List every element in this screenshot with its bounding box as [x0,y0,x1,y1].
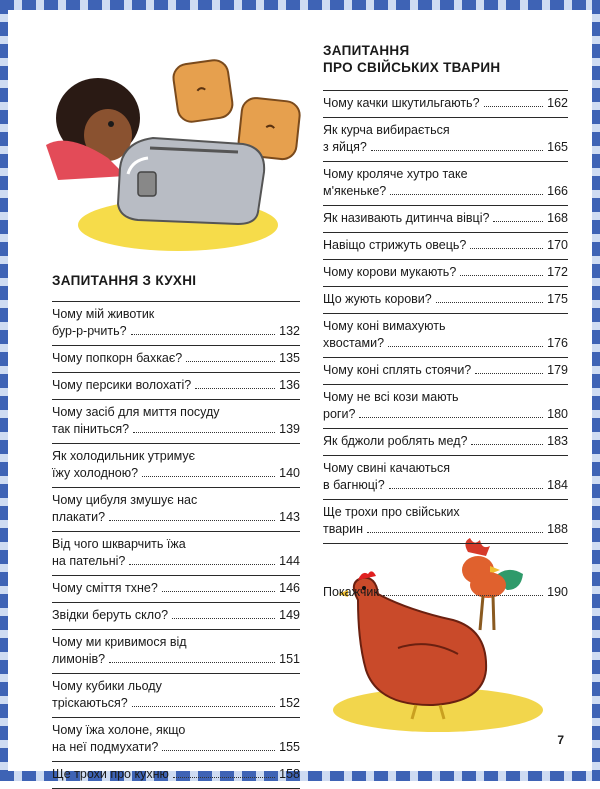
leader-dots [133,432,275,433]
toc-entry-text: Чому корови мукають? [323,265,457,279]
leader-dots [471,444,543,445]
leader-dots [470,248,543,249]
toc-page-number: 144 [279,554,300,568]
toc-entry-text: лимонів? [52,652,106,666]
toc-entry-text: на неї подмухати? [52,740,159,754]
toc-entry-text-line1: Чому мій животик [52,307,155,321]
index-page-number: 190 [547,585,568,599]
leader-dots [109,520,275,521]
toc-entry[interactable] [323,428,568,455]
toc-entry-text-line1: Як курча вибирається [323,123,450,137]
toc-page-number: 152 [279,696,300,710]
leader-dots [359,417,543,418]
toc-entry[interactable] [323,357,568,384]
leader-dots [195,388,275,389]
leader-dots [460,275,543,276]
toc-page-number: 168 [547,211,568,225]
leader-dots [390,194,543,195]
leader-dots [131,334,276,335]
toc-entry[interactable] [323,499,568,544]
leader-dots [436,302,543,303]
toc-entry-text: Навіщо стрижуть овець? [323,238,467,252]
kitchen-section [52,272,300,789]
page-border-left [0,0,8,781]
toc-page-number: 132 [279,324,300,338]
toc-entry-text: Чому сміття тхне? [52,581,158,595]
animals-section-title [323,42,568,76]
toc-entry[interactable] [323,313,568,357]
toc-page-number: 158 [279,767,300,781]
toc-entry[interactable] [323,161,568,205]
toc-entry[interactable] [52,345,300,372]
toc-page-number: 146 [279,581,300,595]
toc-entry-text-line1: Чому коні вимахують [323,319,446,333]
toc-page-number: 176 [547,336,568,350]
toc-entry[interactable] [323,384,568,428]
toc-entry-text: хвостами? [323,336,385,350]
leader-dots [142,476,275,477]
toc-entry[interactable] [52,602,300,629]
toc-page-number: 139 [279,422,300,436]
toc-page-number: 165 [547,140,568,154]
leader-dots [129,564,275,565]
toc-entry-text: плакати? [52,510,106,524]
toc-entry-text: в багнюці? [323,478,385,492]
toc-entry-text: з яйця? [323,140,367,154]
toc-page-number: 143 [279,510,300,524]
toc-entry-text-line1: Від чого шкварчить їжа [52,537,186,551]
animals-section [323,42,568,606]
toc-entry[interactable] [52,575,300,602]
toc-page-number: 166 [547,184,568,198]
leader-dots [162,750,275,751]
leader-dots [173,777,275,778]
toc-entry-text: м'якеньке? [323,184,387,198]
page-border-top [0,0,600,10]
toc-entry-text: так піниться? [52,422,130,436]
toc-page-number: 135 [279,351,300,365]
toc-entry-text: Чому персики волохаті? [52,378,192,392]
toc-entry[interactable] [323,117,568,161]
toc-page-number: 184 [547,478,568,492]
leader-dots [371,150,543,151]
toc-page-number: 180 [547,407,568,421]
toc-entry-text: Як бджоли роблять мед? [323,434,468,448]
toc-entry-text-line1: Чому свині качаються [323,461,451,475]
toc-page-number: 136 [279,378,300,392]
toc-entry[interactable] [52,629,300,673]
leader-dots [493,221,543,222]
leader-dots [484,106,544,107]
toc-page-number: 162 [547,96,568,110]
toc-entry-text: Що жують корови? [323,292,432,306]
page-border-right [592,0,600,781]
toc-page-number: 155 [279,740,300,754]
toc-page-number: 170 [547,238,568,252]
animals-entry-list [323,90,568,544]
toc-page-number: 140 [279,466,300,480]
toc-entry-text: Як називають дитинча вівці? [323,211,490,225]
toc-entry-text: Чому попкорн бахкає? [52,351,183,365]
leader-dots [132,706,275,707]
toc-entry[interactable] [52,761,300,789]
toc-entry[interactable] [323,205,568,232]
toc-entry[interactable] [52,717,300,761]
leader-dots [367,532,543,533]
toc-entry-text: тварин [323,522,364,536]
leader-dots [388,346,543,347]
toc-entry-text: на пательні? [52,554,126,568]
toc-entry-text-line1: Чому кроляче хутро таке [323,167,468,181]
leader-dots [383,595,543,596]
toc-page-number: 175 [547,292,568,306]
toc-entry[interactable] [323,232,568,259]
toc-entry-text-line1: Чому ми кривимося від [52,635,187,649]
leader-dots [172,618,275,619]
toc-page-number: 172 [547,265,568,279]
toc-entry-text: їжу холодною? [52,466,139,480]
toc-entry[interactable] [52,301,300,345]
leader-dots [475,373,543,374]
leader-dots [109,662,275,663]
toc-entry[interactable] [52,399,300,443]
toc-entry[interactable] [52,372,300,399]
toc-entry-text: роги? [323,407,356,421]
toc-entry-text-line1: Чому не всі кози мають [323,390,459,404]
toc-entry-text: Звідки беруть скло? [52,608,169,622]
toc-page-number: 188 [547,522,568,536]
toc-entry[interactable] [52,443,300,487]
toc-entry[interactable] [52,531,300,575]
toaster-illustration [28,40,318,255]
animals-title-line1: ЗАПИТАННЯ [323,43,410,58]
leader-dots [389,488,543,489]
index-entry[interactable] [323,580,568,606]
leader-dots [186,361,275,362]
toc-entry[interactable] [323,90,568,117]
index-label: Покажчик [323,585,379,599]
toc-entry-text: бур-р-рчить? [52,324,127,338]
toc-entry-text-line1: Чому цибуля змушує нас [52,493,198,507]
toc-entry-text-line1: Чому засіб для миття посуду [52,405,220,419]
toc-page-number: 179 [547,363,568,377]
toc-page-number: 151 [279,652,300,666]
toc-page-number: 149 [279,608,300,622]
toc-entry-text: Чому качки шкутильгають? [323,96,480,110]
toc-entry-text-line1: Ще трохи про свійських [323,505,460,519]
toc-page-number: 183 [547,434,568,448]
toc-entry[interactable] [52,673,300,717]
toc-entry-text-line1: Як холодильник утримує [52,449,196,463]
kitchen-section-title: ЗАПИТАННЯ З КУХНІ [52,273,197,288]
animals-title-line2: ПРО СВІЙСЬКИХ ТВАРИН [323,60,501,75]
leader-dots [162,591,275,592]
toc-entry-text-line1: Чому кубики льоду [52,679,162,693]
toc-entry-text: Ще трохи про кухню [52,767,169,781]
page-number: 7 [557,733,564,747]
toc-entry[interactable] [323,259,568,286]
toc-entry-text: тріскаються? [52,696,128,710]
toc-entry[interactable] [52,487,300,531]
toc-entry-text-line1: Чому їжа холоне, якщо [52,723,186,737]
toc-entry[interactable] [323,455,568,499]
toc-entry-text: Чому коні сплять стоячи? [323,363,472,377]
kitchen-entry-list [52,301,300,789]
toc-entry[interactable] [323,286,568,313]
